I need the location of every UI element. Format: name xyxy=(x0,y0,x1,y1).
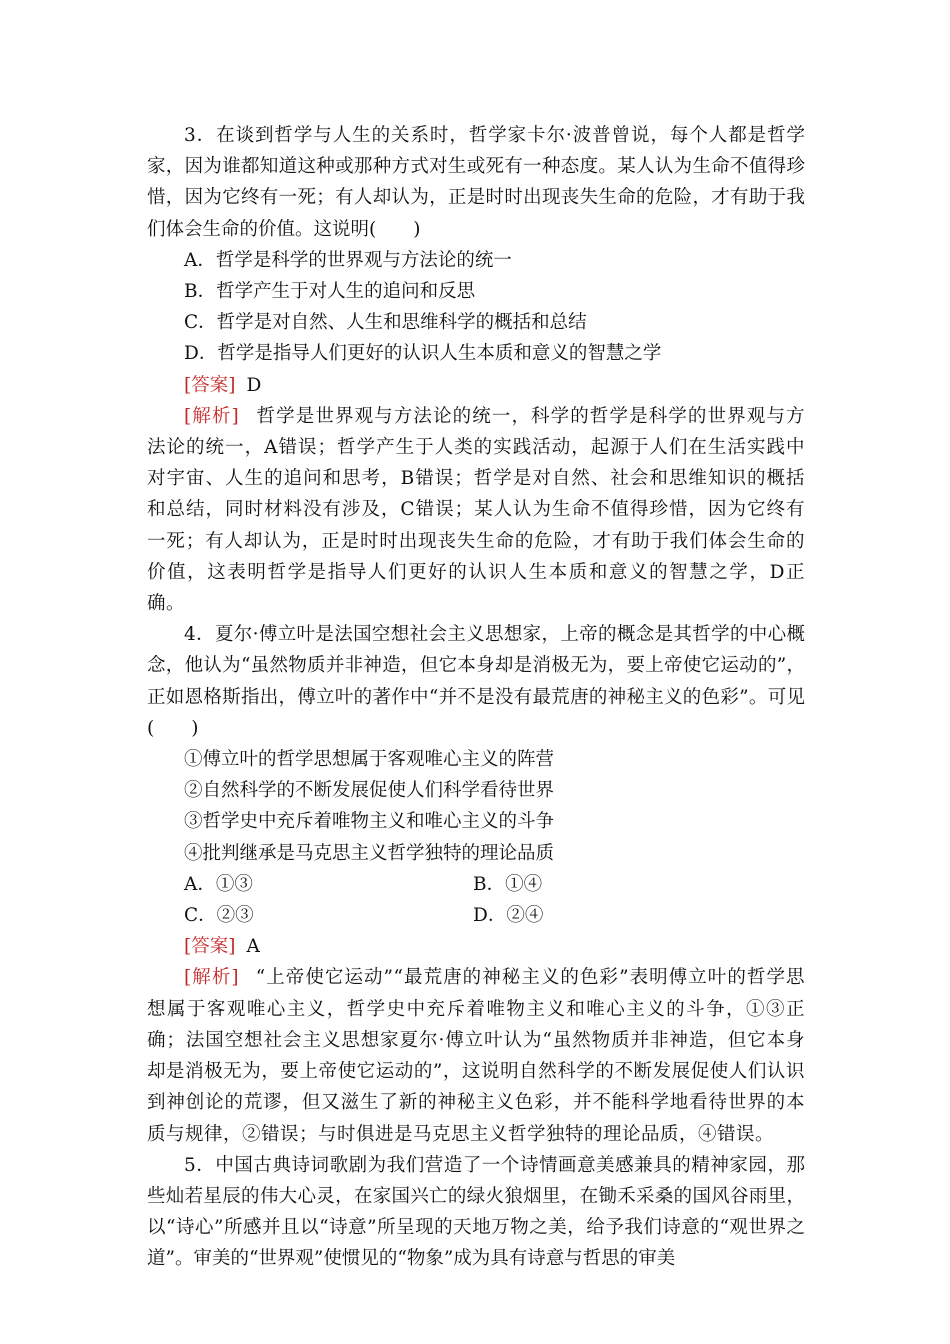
question-4-choice-d: D．②④ xyxy=(473,905,544,927)
document-page xyxy=(147,120,805,1275)
question-4-answer: A xyxy=(246,936,260,958)
question-4-answer-line xyxy=(147,931,805,962)
question-4-item-4: ④批判继承是马克思主义哲学独特的理论品质 xyxy=(184,842,555,864)
analysis-tag: [解析] xyxy=(184,967,240,989)
question-4-stem: 4．夏尔·傅立叶是法国空想社会主义思想家，上帝的概念是其哲学的中心概念，他认为“虽然物质并非神造，但它本身却是消极无为，要上帝使它运动的”，正如恩格斯指出，傅立叶的著作中“并不是没有最荒唐的神秘主义的色彩”。可见( ) xyxy=(147,624,805,739)
question-3-answer: D xyxy=(246,374,262,396)
question-3-stem: 3．在谈到哲学与人生的关系时，哲学家卡尔·波普曾说，每个人都是哲学家，因为谁都知道这种或那种方式对生或死有一种态度。某人认为生命不值得珍惜，因为它终有一死；有人却认为，正是时时出现丧失生命的危险，才有助于我们体会生命的价值。这说明( ) xyxy=(147,125,805,240)
question-4-choice-b: B．①④ xyxy=(473,873,543,895)
question-3-option-c: C．哲学是对自然、人生和思维科学的概括和总结 xyxy=(184,312,587,334)
question-4-choices-row-2 xyxy=(147,900,805,931)
question-3-option-d: D．哲学是指导人们更好的认识人生本质和意义的智慧之学 xyxy=(184,343,662,365)
question-4-analysis-text: “上帝使它运动”“最荒唐的神秘主义的色彩”表明傅立叶的哲学思想属于客观唯心主义，哲学史中充斥着唯物主义和唯心主义的斗争，①③正确；法国空想社会主义思想家夏尔·傅立叶认为“虽然物质并非神造，但它本身却是消极无为，要上帝使它运动的”，这说明自然科学的不断发展促使人们认识到神创论的荒谬，但又滋生了新的神秘主义色彩，并不能科学地看待世界的本质与规律，②错误；与时俱进是马克思主义哲学独特的理论品质，④错误。 xyxy=(147,967,805,1145)
question-3-option-a: A．哲学是科学的世界观与方法论的统一 xyxy=(184,249,512,271)
question-4-item-1: ①傅立叶的哲学思想属于客观唯心主义的阵营 xyxy=(184,749,555,771)
question-3-analysis-text: 哲学是世界观与方法论的统一，科学的哲学是科学的世界观与方法论的统一，A错误；哲学产生于人类的实践活动，起源于人们在生活实践中对宇宙、人生的追问和思考，B错误；哲学是对自然、社会和思维知识的概括和总结，同时材料没有涉及，C错误；某人认为生命不值得珍惜，因为它终有一死；有人却认为，正是时时出现丧失生命的危险，才有助于我们体会生命的价值，这表明哲学是指导人们更好的认识人生本质和意义的智慧之学，D正确。 xyxy=(147,405,805,615)
question-4-analysis xyxy=(147,962,805,1149)
answer-tag: [答案] xyxy=(184,936,236,958)
question-4-choices-row-1 xyxy=(147,869,805,900)
answer-tag: [答案] xyxy=(184,374,236,396)
question-4-item-3: ③哲学史中充斥着唯物主义和唯心主义的斗争 xyxy=(184,811,555,833)
question-4-choice-c: C．②③ xyxy=(184,905,254,927)
question-4-choice-a: A．①③ xyxy=(184,873,253,895)
analysis-tag: [解析] xyxy=(184,405,240,427)
question-4-item-2: ②自然科学的不断发展促使人们科学看待世界 xyxy=(184,780,555,802)
question-5-stem: 5．中国古典诗词歌剧为我们营造了一个诗情画意美感兼具的精神家园，那些灿若星辰的伟大心灵，在家国兴亡的绿火狼烟里，在锄禾采桑的国风谷雨里，以“诗心”所感并且以“诗意”所呈现的天地万物之美，给予我们诗意的“观世界之道”。审美的“世界观”使惯见的“物象”成为具有诗意与哲思的审美 xyxy=(147,1154,805,1270)
question-3-answer-line xyxy=(147,370,805,401)
question-3-analysis xyxy=(147,401,805,619)
question-3-option-b: B．哲学产生于对人生的追问和反思 xyxy=(184,281,476,303)
